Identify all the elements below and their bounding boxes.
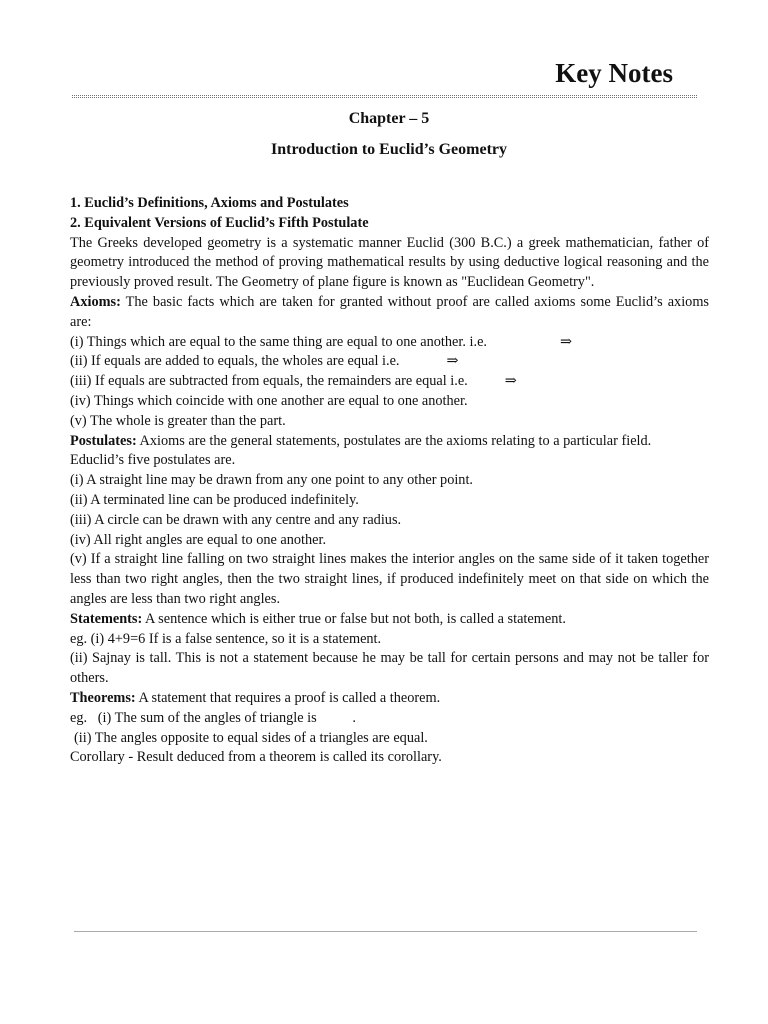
axiom-item: (v) The whole is greater than the part. [70, 412, 286, 429]
statement-example: eg. (i) 4+9=6 If is a false sentence, so it is a statement. [70, 630, 382, 647]
axiom-item [70, 333, 709, 353]
chapter-heading: Chapter – 5 [348, 110, 430, 127]
implies-arrow-icon: ⇒ [560, 333, 572, 350]
axiom-item [70, 352, 709, 372]
axiom-text: (i) Things which are equal to the same thing are equal to one another. i.e. [70, 333, 487, 350]
axioms-paragraph [70, 293, 709, 333]
toc-item: 2. Equivalent Versions of Euclid’s Fifth Postulate [70, 214, 369, 231]
postulates-text: Axioms are the general statements, postulates are the axioms relating to a particular field. [136, 432, 652, 449]
postulates-intro: Educlid’s five postulates are. [70, 452, 236, 469]
axiom-item: (iv) Things which coincide with one another are equal to one another. [70, 392, 468, 409]
theorems-text: A statement that requires a proof is called a theorem. [135, 689, 441, 706]
implies-arrow-icon: ⇒ [446, 353, 459, 370]
postulate-item: (iii) A circle can be drawn with any centre and any radius. [70, 511, 402, 528]
statements-paragraph [70, 610, 709, 630]
axioms-text: The basic facts which are taken for granted without proof are called axioms some Euclid’s axioms are: [70, 293, 709, 330]
statements-label: Statements: [70, 610, 143, 627]
page-content [70, 194, 709, 768]
statement-example: (ii) Sajnay is tall. This is not a statement because he may be tall for certain persons and may not be taller for others. [70, 650, 709, 687]
axiom-text: (ii) If equals are added to equals, the wholes are equal i.e. [70, 353, 400, 370]
axiom-item [70, 372, 709, 392]
axioms-label: Axioms: [70, 293, 121, 310]
theorems-paragraph [70, 689, 709, 709]
page-header-title: Key Notes [555, 58, 673, 88]
footer-divider [74, 931, 697, 932]
intro-paragraph: The Greeks developed geometry is a systematic manner Euclid (300 B.C.) a greek mathematician, father of geometry introduced the method of proving mathematical results by using deductive logical reasoning and the previously proved result. The Geometry of plane figure is known as "Euclidean Geometry". [70, 234, 709, 291]
implies-arrow-icon: ⇒ [504, 373, 517, 390]
axiom-text: (iii) If equals are subtracted from equals, the remainders are equal i.e. [70, 373, 468, 390]
corollary-line: Corollary - Result deduced from a theorem is called its corollary. [70, 749, 442, 766]
postulates-paragraph [70, 432, 709, 452]
theorems-label: Theorems: [70, 689, 136, 706]
postulate-item: (iv) All right angles are equal to one another. [70, 531, 327, 548]
statements-text: A sentence which is either true or false but not both, is called a statement. [142, 610, 566, 627]
toc-item: 1. Euclid’s Definitions, Axioms and Postulates [70, 195, 349, 211]
postulate-item: (v) If a straight line falling on two straight lines makes the interior angles on the same side of it taken together less than two right angles, then the two straight lines, if produced indefinitely meet on that side on which the angles are less than two right angles. [70, 551, 709, 607]
theorem-example: eg. (i) The sum of the angles of triangle is . [70, 709, 357, 726]
chapter-subtitle: Introduction to Euclid’s Geometry [271, 141, 507, 158]
postulate-item: (ii) A terminated line can be produced indefinitely. [70, 491, 359, 508]
header-divider [72, 95, 697, 98]
postulate-item: (i) A straight line may be drawn from any one point to any other point. [70, 472, 474, 489]
theorem-example: (ii) The angles opposite to equal sides of a triangles are equal. [74, 729, 428, 746]
postulates-label: Postulates: [70, 432, 137, 449]
